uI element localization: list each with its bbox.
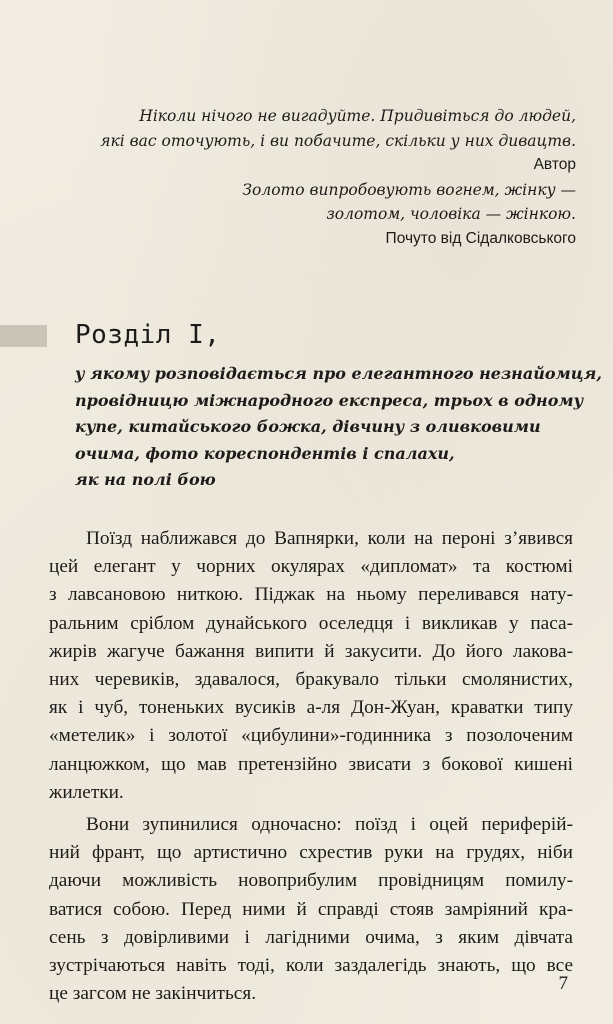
epigraph-author: Почуто від Сідалковського bbox=[385, 229, 576, 247]
epigraph-quote-line: Ніколи нічого не вигадуйте. Придивіться до людей, bbox=[139, 107, 576, 125]
chapter-subtitle-line: у якому розповідається про елегантного незнайомця, bbox=[75, 364, 602, 383]
text-line: ральним сріблом дунайського оселедця і викликав у паса- bbox=[49, 612, 573, 634]
epigraph-quote-line: які вас оточують, і ви побачите, скільки у них дивацтв. bbox=[100, 131, 576, 150]
text-line: Поїзд наближався до Вапнярки, коли на пероні з’явився bbox=[86, 528, 573, 549]
epigraph-quote-line: золотом, чоловіка — жінкою. bbox=[326, 205, 576, 223]
paragraph bbox=[49, 811, 573, 1008]
text-line: жилетки. bbox=[49, 781, 124, 803]
text-line: зустрічаються навіть тоді, коли заздалегідь знають, що все bbox=[49, 955, 573, 977]
paragraph bbox=[49, 525, 573, 807]
text-line: з лавсановою ниткою. Піджак на ньому переливався нату- bbox=[49, 584, 573, 606]
chapter-subtitle bbox=[75, 361, 602, 494]
text-line: сень з довірливими і лагідними очима, з яким дівчата bbox=[49, 926, 573, 948]
text-line: цей елегант у чорних окулярах «дипломат» та костюмі bbox=[49, 556, 573, 578]
epigraph-quote-line: Золото випробовують вогнем, жінку — bbox=[242, 180, 576, 199]
chapter-subtitle-line: очима, фото кореспондентів і спалахи, bbox=[75, 443, 455, 463]
text-line: «метелик» і золотої «цибулини»-годинника з позолоченим bbox=[49, 725, 573, 747]
page-number: 7 bbox=[558, 973, 568, 994]
text-line: як і чуб, тоненьких вусиків а-ля Дон-Жуан, краватки типу bbox=[49, 697, 573, 719]
text-line: них черевиків, здавалося, бракувало тільки смолянистих, bbox=[49, 669, 573, 691]
chapter-subtitle-line: купе, китайського божка, дівчину з оливковими bbox=[75, 417, 541, 436]
text-line: Вони зупинилися одночасно: поїзд і оцей периферій- bbox=[86, 814, 573, 836]
text-line: ватися собою. Перед ними й справді стояв замріяний кра- bbox=[49, 898, 573, 920]
body-text bbox=[49, 525, 573, 1008]
chapter-title: Розділ І, bbox=[75, 320, 221, 350]
epigraph bbox=[96, 104, 576, 251]
epigraph-author: Автор bbox=[533, 156, 576, 173]
text-line: жирів жагуче бажання випити й закусити. До його лакова- bbox=[49, 640, 573, 662]
text-line: даючи можливість новоприбулим провідницям помилу- bbox=[49, 870, 573, 892]
chapter-subtitle-line: провідницю міжнародного експреса, трьох в одному bbox=[75, 390, 584, 410]
chapter-subtitle-line: як на полі бою bbox=[75, 470, 216, 489]
text-line: ний франт, що артистично схрестив руки на грудях, ніби bbox=[49, 842, 573, 864]
text-line: це загсом не закінчиться. bbox=[49, 983, 257, 1005]
text-line: ланцюжком, що мав претензійно звисати з бокової кишені bbox=[49, 753, 573, 775]
chapter-marker bbox=[0, 325, 47, 347]
